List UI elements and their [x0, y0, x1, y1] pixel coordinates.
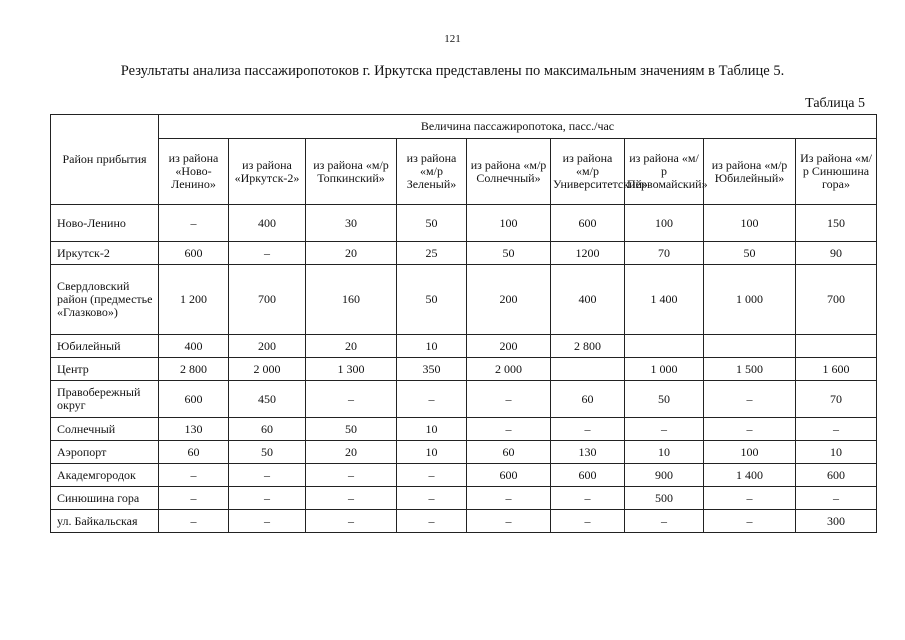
table-row [51, 335, 877, 358]
table-cell: 150 [796, 205, 877, 242]
table-row [51, 205, 877, 242]
intro-paragraph: Результаты анализа пассажиропотоков г. Иркутска представлены по максимальным значениям в Таблице 5. [120, 63, 785, 79]
table-cell: 130 [159, 418, 229, 441]
table-cell: 25 [397, 242, 467, 265]
table-cell: 700 [796, 265, 877, 335]
column-header: из района «м/р Топкинский» [306, 139, 397, 205]
table-cell: – [551, 510, 625, 533]
column-header: из района «м/р Зеленый» [397, 139, 467, 205]
table-row [51, 265, 877, 335]
row-label: Свердловский район (предместье «Глазково») [51, 265, 159, 335]
column-header: Из района «м/р Синюшина гора» [796, 139, 877, 205]
table-cell: – [306, 381, 397, 418]
table-cell: 10 [796, 441, 877, 464]
table-cell: 20 [306, 441, 397, 464]
row-label: Центр [51, 358, 159, 381]
table-cell: – [229, 242, 306, 265]
table-cell: 1 500 [704, 358, 796, 381]
table-row [51, 418, 877, 441]
table-cell: – [551, 487, 625, 510]
header-arrival-district: Район прибытия [51, 115, 159, 205]
table-cell: 2 000 [229, 358, 306, 381]
table-cell: – [551, 418, 625, 441]
table-cell: – [159, 487, 229, 510]
table-cell [704, 335, 796, 358]
table-row [51, 487, 877, 510]
table-cell: 600 [159, 381, 229, 418]
table-cell: 400 [229, 205, 306, 242]
table-cell: 1200 [551, 242, 625, 265]
table-cell: – [467, 510, 551, 533]
table-cell: 60 [551, 381, 625, 418]
table-cell: – [467, 418, 551, 441]
table-cell: 50 [704, 242, 796, 265]
table-cell: – [796, 418, 877, 441]
table-cell: 10 [397, 335, 467, 358]
table-cell: 130 [551, 441, 625, 464]
table-cell: 100 [625, 205, 704, 242]
table-cell: – [704, 381, 796, 418]
table-cell: 600 [796, 464, 877, 487]
table-cell: 200 [467, 265, 551, 335]
table-cell: – [704, 487, 796, 510]
table-cell: – [229, 464, 306, 487]
table-cell: 100 [704, 205, 796, 242]
table-cell: 50 [625, 381, 704, 418]
page-number: 121 [444, 33, 461, 45]
row-label: Иркутск-2 [51, 242, 159, 265]
table-cell: 400 [551, 265, 625, 335]
table-cell: 350 [397, 358, 467, 381]
table-cell: 450 [229, 381, 306, 418]
table-cell: – [159, 510, 229, 533]
table-cell: 60 [229, 418, 306, 441]
passenger-flow-table [50, 114, 877, 533]
table-cell: 160 [306, 265, 397, 335]
table-cell: – [625, 510, 704, 533]
column-header: из района «м/р Юбилейный» [704, 139, 796, 205]
table-cell: – [229, 510, 306, 533]
table-cell: – [467, 381, 551, 418]
table-cell: 10 [397, 441, 467, 464]
table-cell: 600 [159, 242, 229, 265]
row-label: Академгородок [51, 464, 159, 487]
table-cell: 20 [306, 242, 397, 265]
table-cell: – [306, 510, 397, 533]
row-label: Аэропорт [51, 441, 159, 464]
table-cell: 2 000 [467, 358, 551, 381]
table-cell: 2 800 [159, 358, 229, 381]
row-label: Солнечный [51, 418, 159, 441]
row-label: Правобережный округ [51, 381, 159, 418]
table-cell: 300 [796, 510, 877, 533]
table-cell: 200 [467, 335, 551, 358]
column-header: из района «м/р Университетский» [551, 139, 625, 205]
table-cell: 1 300 [306, 358, 397, 381]
table-cell: – [306, 464, 397, 487]
table-cell: 100 [704, 441, 796, 464]
table-cell: 10 [625, 441, 704, 464]
table-cell: 1 200 [159, 265, 229, 335]
table-cell: 900 [625, 464, 704, 487]
table-cell: 1 400 [625, 265, 704, 335]
table-cell: 50 [229, 441, 306, 464]
table-cell: 60 [467, 441, 551, 464]
row-label: Юбилейный [51, 335, 159, 358]
table-cell: 50 [306, 418, 397, 441]
header-passenger-flow: Величина пассажиропотока, пасс./час [159, 115, 877, 139]
table-row [51, 464, 877, 487]
table-cell: 2 800 [551, 335, 625, 358]
table-cell: – [159, 205, 229, 242]
table-cell: 50 [397, 265, 467, 335]
table-cell: 1 000 [704, 265, 796, 335]
table-cell: 1 400 [704, 464, 796, 487]
table-cell: – [306, 487, 397, 510]
table-cell: 60 [159, 441, 229, 464]
table-cell: 70 [625, 242, 704, 265]
table-cell: 70 [796, 381, 877, 418]
table-cell: 20 [306, 335, 397, 358]
table-cell: – [704, 418, 796, 441]
column-header: из района «Иркутск-2» [229, 139, 306, 205]
table-cell: 600 [467, 464, 551, 487]
table-cell: 600 [551, 205, 625, 242]
table-cell: 10 [397, 418, 467, 441]
table-cell: 50 [467, 242, 551, 265]
table-cell: – [397, 510, 467, 533]
row-label: Ново-Ленино [51, 205, 159, 242]
table-cell: – [467, 487, 551, 510]
table-cell: 1 000 [625, 358, 704, 381]
table-row [51, 441, 877, 464]
table-cell: 1 600 [796, 358, 877, 381]
table-row [51, 242, 877, 265]
table-cell: 700 [229, 265, 306, 335]
column-header: из района «м/р Первомайский» [625, 139, 704, 205]
table-cell: 600 [551, 464, 625, 487]
row-label: Синюшина гора [51, 487, 159, 510]
table-cell [551, 358, 625, 381]
table-cell: – [625, 418, 704, 441]
table-cell: 100 [467, 205, 551, 242]
table-cell: 400 [159, 335, 229, 358]
table-row [51, 510, 877, 533]
table-cell: 500 [625, 487, 704, 510]
table-cell: – [397, 464, 467, 487]
table-cell: 50 [397, 205, 467, 242]
table-cell: 200 [229, 335, 306, 358]
table-caption: Таблица 5 [805, 96, 865, 111]
column-header: из района «Ново-Ленино» [159, 139, 229, 205]
table-cell: – [159, 464, 229, 487]
table-cell: – [704, 510, 796, 533]
table-cell: – [397, 487, 467, 510]
table-row [51, 358, 877, 381]
table-row [51, 381, 877, 418]
table-cell: – [796, 487, 877, 510]
table-cell: – [229, 487, 306, 510]
table-cell: 90 [796, 242, 877, 265]
table-cell: 30 [306, 205, 397, 242]
table-cell [625, 335, 704, 358]
table-cell: – [397, 381, 467, 418]
column-header: из района «м/р Солнечный» [467, 139, 551, 205]
table-cell [796, 335, 877, 358]
row-label: ул. Байкальская [51, 510, 159, 533]
